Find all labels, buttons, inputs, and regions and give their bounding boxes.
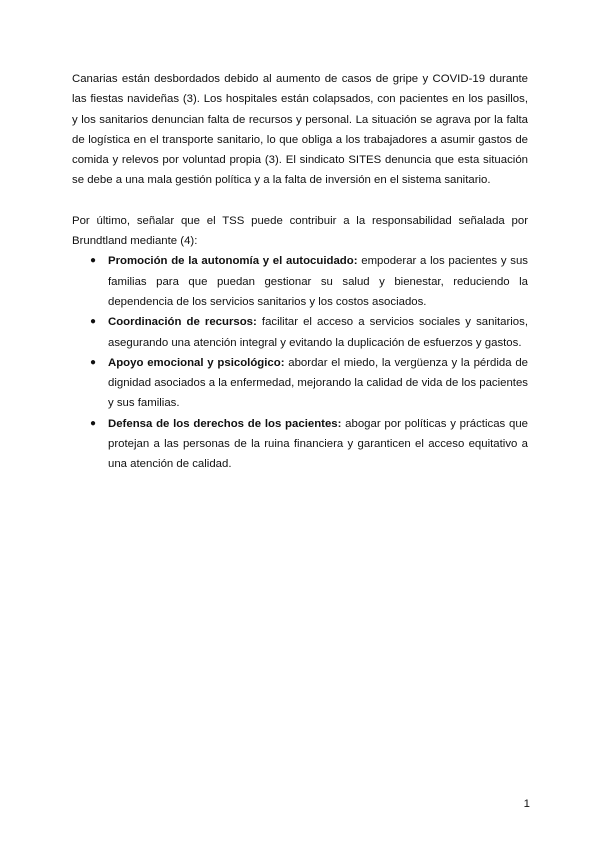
bullet-term: Promoción de la autonomía y el autocuidado: xyxy=(108,255,358,268)
bullet-icon: ● xyxy=(90,356,97,368)
list-item xyxy=(72,414,528,475)
bullet-icon: ● xyxy=(90,316,97,328)
bullet-icon: ● xyxy=(90,417,97,429)
list-item xyxy=(72,251,528,312)
intro-paragraph: Canarias están desbordados debido al aumento de casos de gripe y COVID-19 durante las fiestas navideñas (3). Los hospitales están colapsados, con pacientes en los pasillos, y los sanitarios denuncian falta de recursos y personal. La situación se agrava por la falta de logística en el transporte sanitario, lo que obliga a los trabajadores a asumir gastos de comida y relevos por voluntad propia (3). El sindicato SITES denuncia que esta situación se debe a una mala gestión política y a la falta de inversión en el sistema sanitario. xyxy=(72,73,528,187)
bullet-text: abordar el miedo, la vergüenza y la pérdida de dignidad asociados a la enfermedad, mejorando la calidad de vida de los pacientes y sus familias. xyxy=(108,356,528,410)
bullet-text: abogar por políticas y prácticas que protejan a las personas de la ruina financiera y garanticen el acceso equitativo a una atención de calidad. xyxy=(108,417,528,471)
list-item xyxy=(72,353,528,414)
bullet-term: Apoyo emocional y psicológico: xyxy=(108,356,285,369)
list-item xyxy=(72,312,528,353)
bullet-term: Coordinación de recursos: xyxy=(108,316,257,329)
bullet-term: Defensa de los derechos de los pacientes: xyxy=(108,417,342,430)
bullet-list xyxy=(72,251,528,474)
page-number: 1 xyxy=(523,798,530,810)
bullet-icon: ● xyxy=(90,255,97,267)
page-content xyxy=(72,69,528,475)
bullet-text: facilitar el acceso a servicios sociales y sanitarios, asegurando una atención integral y evitando la duplicación de esfuerzos y gastos. xyxy=(108,316,528,349)
lead-paragraph: Por último, señalar que el TSS puede contribuir a la responsabilidad señalada por Brundtland mediante (4): xyxy=(72,214,528,248)
bullet-text: empoderar a los pacientes y sus familias para que puedan gestionar su salud y bienestar, reduciendo la dependencia de los servicios sanitarios y los costos asociados. xyxy=(108,255,528,308)
